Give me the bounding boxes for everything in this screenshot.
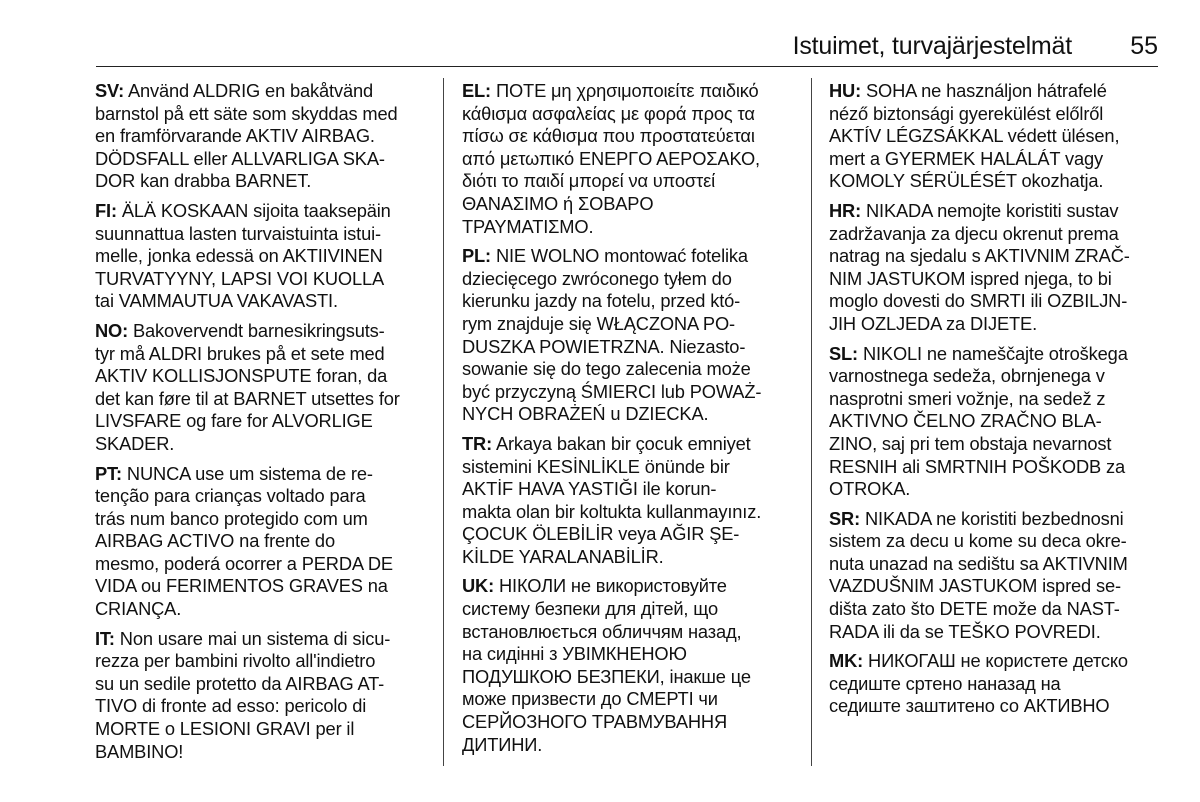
warning-text: πίσω σε κάθισμα που προστατεύεται bbox=[462, 125, 755, 147]
warning-line bbox=[829, 650, 1161, 673]
warning-text: AKTİF HAVA YASTIĞI ile korun- bbox=[462, 478, 717, 500]
language-code: FI: bbox=[95, 199, 117, 221]
warning-text: NIKADA ne koristiti bezbednosni bbox=[864, 507, 1124, 529]
warning-line bbox=[462, 433, 798, 456]
warning-text: det kan føre til at BARNET utsettes for bbox=[95, 387, 400, 409]
warning-line bbox=[95, 170, 427, 193]
warning-paragraph bbox=[462, 575, 798, 756]
warning-line bbox=[95, 508, 427, 531]
header-rule bbox=[96, 66, 1158, 67]
warning-line bbox=[95, 598, 427, 621]
text-column-2 bbox=[462, 80, 798, 763]
warning-paragraph bbox=[829, 650, 1161, 718]
warning-paragraph bbox=[462, 245, 798, 426]
warning-text: διότι το παιδί μπορεί να υποστεί bbox=[462, 170, 715, 192]
warning-text: BAMBINO! bbox=[95, 740, 184, 762]
language-code: HU: bbox=[829, 80, 862, 101]
warning-text: MORTE o LESIONI GRAVI per il bbox=[95, 718, 355, 740]
warning-text: néző biztonsági gyerekülést előlről bbox=[829, 102, 1104, 124]
warning-text: Bakovervendt barnesikringsuts- bbox=[133, 319, 385, 341]
warning-text: NIE WOLNO montować fotelika bbox=[495, 245, 748, 267]
warning-line bbox=[462, 643, 798, 666]
warning-text: AKTIV KOLLISJONSPUTE foran, da bbox=[95, 365, 388, 387]
warning-paragraph bbox=[95, 628, 427, 764]
warning-paragraph bbox=[95, 80, 427, 193]
column-divider bbox=[811, 78, 812, 766]
warning-text: ÇOCUK ÖLEBİLİR veya AĞIR ŞE- bbox=[462, 523, 740, 545]
warning-text: RESNIH ali SMRTNIH POŠKODB za bbox=[829, 455, 1125, 477]
warning-line bbox=[95, 80, 427, 103]
warning-text: sistemini KESİNLİKLE önünde bir bbox=[462, 455, 730, 477]
warning-paragraph bbox=[95, 320, 427, 456]
warning-line bbox=[95, 365, 427, 388]
warning-paragraph bbox=[829, 343, 1161, 501]
warning-text: ΤΡΑΥΜΑΤΙΣΜΟ. bbox=[462, 215, 594, 237]
warning-text: ПОДУШКОЮ БЕЗПЕКИ, інакше це bbox=[462, 665, 751, 687]
warning-line bbox=[95, 388, 427, 411]
warning-line bbox=[95, 433, 427, 456]
warning-line bbox=[462, 103, 798, 126]
warning-line bbox=[829, 410, 1161, 433]
warning-text: dišta zato što DETE može da NAST- bbox=[829, 598, 1120, 620]
warning-text: tyr må ALDRI brukes på et sete med bbox=[95, 342, 385, 364]
warning-line bbox=[829, 245, 1161, 268]
warning-text: AKTIVNO ČELNO ZRAČNO BLA- bbox=[829, 410, 1102, 432]
warning-text: dziecięcego zwróconego tyłem do bbox=[462, 267, 732, 289]
warning-line bbox=[829, 80, 1161, 103]
warning-text: ÄLÄ KOSKAAN sijoita taaksepäin bbox=[121, 199, 391, 221]
warning-line bbox=[95, 575, 427, 598]
warning-line bbox=[95, 103, 427, 126]
warning-paragraph bbox=[462, 80, 798, 238]
warning-text: rezza per bambini rivolto all'indietro bbox=[95, 650, 376, 672]
warning-text: RADA ili da se TEŠKO POVREDI. bbox=[829, 620, 1101, 642]
warning-text: varnostnega sedeža, obrnjenega v bbox=[829, 365, 1105, 387]
warning-text: VIDA ou FERIMENTOS GRAVES na bbox=[95, 575, 388, 597]
warning-text: mert a GYERMEK HALÁLÁT vagy bbox=[829, 147, 1103, 169]
language-code: HR: bbox=[829, 199, 862, 221]
warning-text: από μετωπικό ΕΝΕΡΓΟ ΑΕΡΟΣΑΚΟ, bbox=[462, 147, 760, 169]
warning-text: moglo dovesti do SMRTI ili OZBILJN- bbox=[829, 290, 1128, 312]
warning-line bbox=[95, 628, 427, 651]
warning-text: barnstol på ett säte som skyddas med bbox=[95, 102, 398, 124]
warning-text: ZINO, saj pri tem obstaja nevarnost bbox=[829, 432, 1112, 454]
warning-line bbox=[829, 125, 1161, 148]
warning-text: систему безпеки для дітей, що bbox=[462, 598, 718, 620]
warning-line bbox=[829, 268, 1161, 291]
warning-text: tai VAMMAUTUA VAKAVASTI. bbox=[95, 290, 338, 312]
warning-line bbox=[95, 290, 427, 313]
warning-line bbox=[95, 223, 427, 246]
language-code: EL: bbox=[462, 80, 491, 101]
warning-text: su un sedile protetto da AIRBAG AT- bbox=[95, 672, 385, 694]
warning-line bbox=[829, 200, 1161, 223]
warning-line bbox=[829, 598, 1161, 621]
warning-line bbox=[462, 80, 798, 103]
warning-text: TURVATYYNY, LAPSI VOI KUOLLA bbox=[95, 267, 385, 289]
section-title: Istuimet, turvajärjestelmät bbox=[792, 32, 1072, 60]
warning-line bbox=[462, 598, 798, 621]
warning-text: TIVO di fronte ad esso: pericolo di bbox=[95, 695, 367, 717]
warning-text: NYCH OBRAŻEŃ u DZIECKA. bbox=[462, 403, 709, 425]
language-code: SL: bbox=[829, 342, 858, 364]
warning-line bbox=[95, 148, 427, 171]
language-code: UK: bbox=[462, 575, 495, 597]
warning-line bbox=[829, 388, 1161, 411]
language-code: PL: bbox=[462, 245, 491, 267]
warning-line bbox=[462, 148, 798, 171]
warning-text: kierunku jazdy na fotelu, przed któ- bbox=[462, 290, 741, 312]
warning-text: sistem za decu u kome su deca okre- bbox=[829, 530, 1127, 552]
warning-line bbox=[829, 170, 1161, 193]
warning-line bbox=[462, 523, 798, 546]
warning-text: AKTÍV LÉGZSÁKKAL védett ülésen, bbox=[829, 125, 1120, 147]
text-column-3 bbox=[829, 80, 1161, 725]
warning-line bbox=[462, 170, 798, 193]
warning-text: СЕРЙОЗНОГО ТРАВМУВАННЯ bbox=[462, 711, 728, 733]
warning-line bbox=[95, 463, 427, 486]
warning-line bbox=[462, 268, 798, 291]
warning-line bbox=[95, 530, 427, 553]
warning-text: sowanie się do tego zalecenia może bbox=[462, 358, 751, 380]
warning-line bbox=[95, 553, 427, 576]
warning-line bbox=[95, 245, 427, 268]
warning-line bbox=[95, 485, 427, 508]
warning-line bbox=[95, 200, 427, 223]
warning-line bbox=[829, 530, 1161, 553]
warning-text: CRIANÇA. bbox=[95, 598, 182, 620]
warning-text: być przyczyną ŚMIERCI lub POWAŻ- bbox=[462, 380, 762, 402]
page-header bbox=[96, 28, 1158, 62]
warning-line bbox=[829, 313, 1161, 336]
warning-text: makta olan bir koltukta kullanmayınız. bbox=[462, 500, 762, 522]
warning-text: седиште сртено наназад на bbox=[829, 672, 1061, 694]
warning-line bbox=[829, 148, 1161, 171]
language-code: SR: bbox=[829, 507, 861, 529]
warning-text: zadržavanja za djecu okrenut prema bbox=[829, 222, 1119, 244]
warning-text: DUSZKA POWIETRZNA. Niezasto- bbox=[462, 335, 746, 357]
warning-line bbox=[462, 711, 798, 734]
language-code: IT: bbox=[95, 627, 115, 649]
warning-line bbox=[462, 501, 798, 524]
warning-line bbox=[462, 313, 798, 336]
warning-text: ΘΑΝΑΣΙΜΟ ή ΣΟΒΑΡΟ bbox=[462, 192, 654, 214]
warning-text: SOHA ne használjon hátrafelé bbox=[865, 80, 1107, 101]
warning-text: на сидінні з УВІМКНЕНОЮ bbox=[462, 643, 687, 665]
warning-line bbox=[462, 245, 798, 268]
warning-line bbox=[95, 741, 427, 764]
warning-line bbox=[95, 410, 427, 433]
warning-line bbox=[829, 695, 1161, 718]
warning-text: KOMOLY SÉRÜLÉSÉT okozhatja. bbox=[829, 170, 1104, 192]
warning-text: en framförvarande AKTIV AIRBAG. bbox=[95, 125, 375, 147]
warning-line bbox=[462, 456, 798, 479]
warning-text: седиште заштитено со АКТИВНО bbox=[829, 695, 1110, 717]
text-column-1 bbox=[95, 80, 427, 770]
warning-line bbox=[829, 673, 1161, 696]
warning-text: melle, jonka edessä on AKTIIVINEN bbox=[95, 245, 383, 267]
warning-line bbox=[462, 666, 798, 689]
warning-line bbox=[95, 268, 427, 291]
warning-text: KİLDE YARALANABİLİR. bbox=[462, 545, 664, 567]
warning-text: trás num banco protegido com um bbox=[95, 507, 368, 529]
warning-paragraph bbox=[829, 80, 1161, 193]
warning-line bbox=[462, 290, 798, 313]
warning-line bbox=[462, 546, 798, 569]
warning-line bbox=[829, 103, 1161, 126]
warning-text: LIVSFARE og fare for ALVORLIGE bbox=[95, 410, 373, 432]
warning-text: κάθισμα ασφαλείας με φορά προς τα bbox=[462, 102, 755, 124]
warning-text: NIM JASTUKOM ispred njega, to bi bbox=[829, 267, 1112, 289]
warning-text: AIRBAG ACTIVO na frente do bbox=[95, 530, 335, 552]
warning-text: suunnattua lasten turvaistuinta istui- bbox=[95, 222, 381, 244]
warning-line bbox=[95, 320, 427, 343]
warning-line bbox=[829, 365, 1161, 388]
warning-line bbox=[95, 718, 427, 741]
warning-text: DOR kan drabba BARNET. bbox=[95, 170, 312, 192]
warning-line bbox=[829, 621, 1161, 644]
warning-line bbox=[829, 575, 1161, 598]
warning-line bbox=[95, 673, 427, 696]
warning-text: встановлюється обличчям назад, bbox=[462, 620, 742, 642]
language-code: MK: bbox=[829, 650, 864, 672]
warning-line bbox=[829, 478, 1161, 501]
warning-paragraph bbox=[829, 508, 1161, 644]
warning-text: rym znajduje się WŁĄCZONA PO- bbox=[462, 312, 735, 334]
warning-text: tenção para crianças voltado para bbox=[95, 485, 366, 507]
warning-paragraph bbox=[462, 433, 798, 569]
warning-line bbox=[829, 223, 1161, 246]
warning-line bbox=[95, 125, 427, 148]
warning-line bbox=[462, 734, 798, 757]
warning-text: SKADER. bbox=[95, 432, 175, 454]
warning-text: VAZDUŠNIM JASTUKOM ispred se- bbox=[829, 575, 1121, 597]
warning-line bbox=[462, 381, 798, 404]
warning-line bbox=[462, 216, 798, 239]
warning-line bbox=[462, 403, 798, 426]
warning-line bbox=[462, 478, 798, 501]
warning-paragraph bbox=[95, 200, 427, 313]
warning-line bbox=[829, 508, 1161, 531]
warning-line bbox=[95, 695, 427, 718]
language-code: NO: bbox=[95, 319, 129, 341]
warning-text: nasprotni smeri vožnje, na sedež z bbox=[829, 387, 1106, 409]
warning-text: Använd ALDRIG en bakåtvänd bbox=[127, 80, 374, 101]
warning-text: НИКОГАШ не користете детско bbox=[868, 650, 1128, 672]
warning-line bbox=[95, 343, 427, 366]
warning-text: nuta unazad na sedištu sa AKTIVNIM bbox=[829, 552, 1128, 574]
warning-line bbox=[829, 553, 1161, 576]
warning-text: ΠΟΤΕ μη χρησιμοποιείτε παιδικό bbox=[495, 80, 759, 101]
warning-text: Non usare mai un sistema di sicu- bbox=[119, 627, 391, 649]
warning-text: Arkaya bakan bir çocuk emniyet bbox=[495, 432, 751, 454]
warning-text: може призвести до СМЕРТІ чи bbox=[462, 688, 718, 710]
language-code: SV: bbox=[95, 80, 125, 101]
warning-text: NUNCA use um sistema de re- bbox=[126, 462, 373, 484]
warning-text: mesmo, poderá ocorrer a PERDA DE bbox=[95, 552, 393, 574]
warning-text: ДИТИНИ. bbox=[462, 733, 543, 755]
warning-paragraph bbox=[95, 463, 427, 621]
warning-line bbox=[829, 456, 1161, 479]
warning-text: НІКОЛИ не використовуйте bbox=[498, 575, 727, 597]
warning-paragraph bbox=[829, 200, 1161, 336]
warning-text: NIKOLI ne nameščajte otroškega bbox=[862, 342, 1128, 364]
warning-text: DÖDSFALL eller ALLVARLIGA SKA- bbox=[95, 147, 385, 169]
page-number: 55 bbox=[1130, 32, 1158, 60]
warning-line bbox=[462, 193, 798, 216]
column-divider bbox=[443, 78, 444, 766]
warning-line bbox=[829, 343, 1161, 366]
language-code: PT: bbox=[95, 462, 122, 484]
warning-line bbox=[462, 621, 798, 644]
warning-line bbox=[829, 433, 1161, 456]
warning-text: natrag na sjedalu s AKTIVNIM ZRAČ- bbox=[829, 245, 1130, 267]
warning-line bbox=[462, 575, 798, 598]
warning-line bbox=[462, 125, 798, 148]
warning-line bbox=[95, 650, 427, 673]
language-code: TR: bbox=[462, 432, 493, 454]
warning-text: JIH OZLJEDA za DIJETE. bbox=[829, 312, 1037, 334]
warning-line bbox=[462, 336, 798, 359]
warning-text: NIKADA nemojte koristiti sustav bbox=[865, 199, 1119, 221]
warning-line bbox=[829, 290, 1161, 313]
warning-line bbox=[462, 688, 798, 711]
warning-line bbox=[462, 358, 798, 381]
warning-text: OTROKA. bbox=[829, 478, 911, 500]
